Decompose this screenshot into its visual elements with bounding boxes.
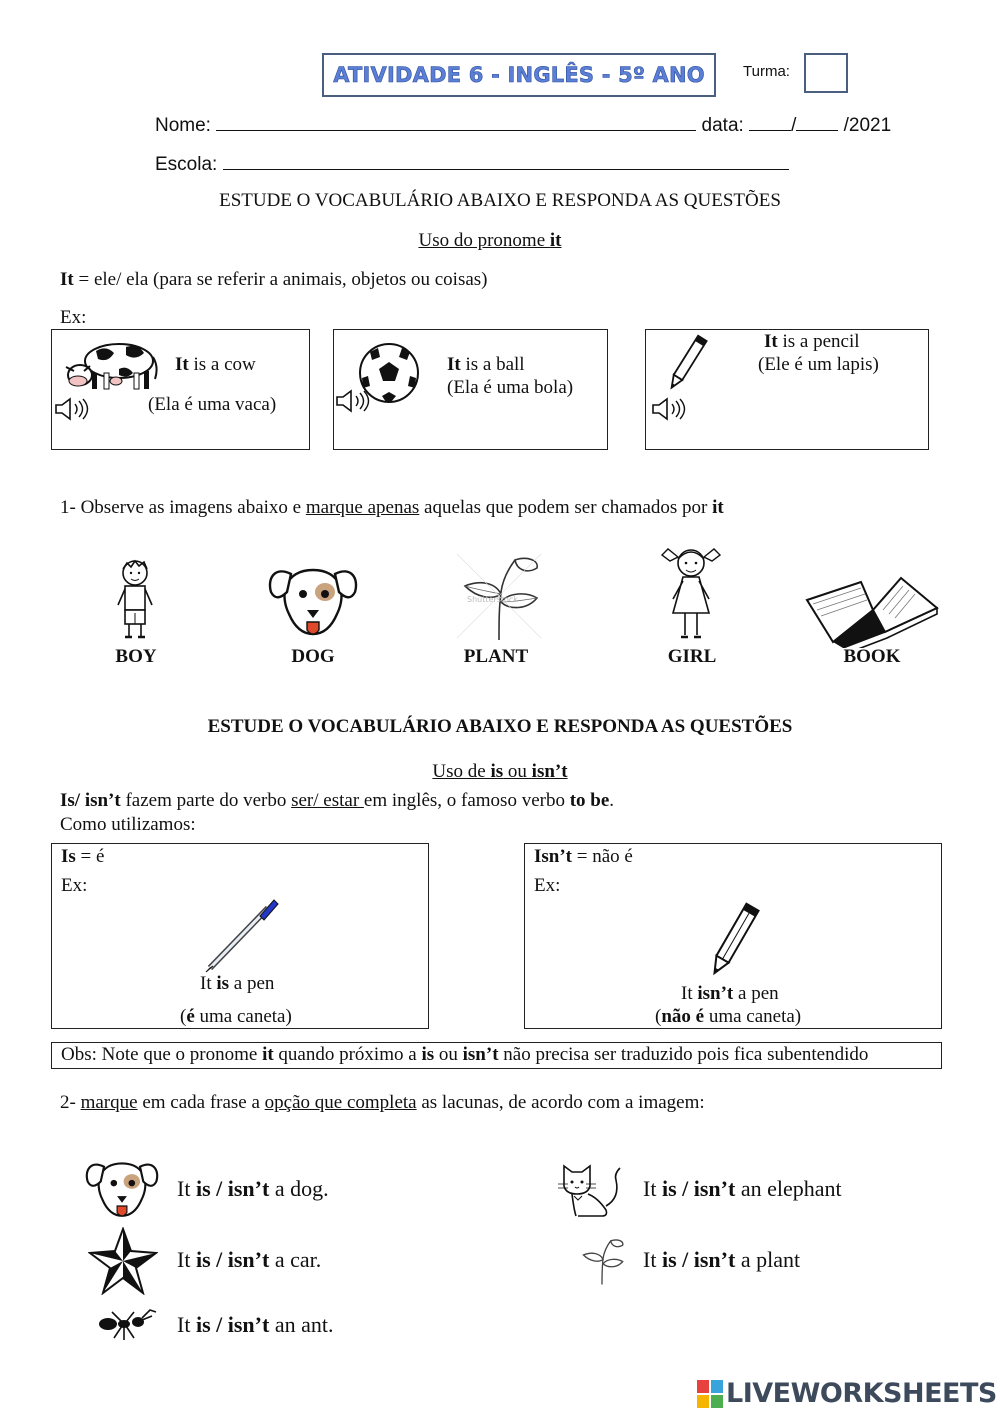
dog-icon [84, 1152, 160, 1224]
q2-dog-pre: It [177, 1176, 196, 1201]
nome-row [155, 114, 891, 137]
isnt-s-c: a pen [733, 983, 779, 1004]
q2-ant-post: an ant. [269, 1312, 334, 1337]
isnt-t-a: ( [655, 1006, 662, 1027]
is-t-a: ( [180, 1006, 187, 1027]
q2-car-pre: It [177, 1247, 196, 1272]
plant-watermark: Shutterstock [467, 595, 518, 604]
turma-label: Turma: [743, 63, 790, 80]
tobe-u: ser/ estar [291, 790, 364, 811]
pencil-sentence [764, 331, 860, 353]
q2-item-elephant [643, 1176, 842, 1202]
q2-plant-options[interactable]: is / isn’t [661, 1247, 736, 1272]
label-dog: DOG [291, 646, 335, 667]
ant-icon [96, 1308, 160, 1342]
ball-text: is a ball [460, 354, 525, 375]
section2-subtitle [0, 761, 1000, 783]
q2-item-dog [177, 1176, 329, 1202]
q2-plant-post: a plant [735, 1247, 801, 1272]
q2-c: as lacunas, de acordo com a imagem: [416, 1092, 705, 1113]
cow-sentence [175, 354, 256, 376]
nome-field[interactable] [216, 114, 696, 131]
is-translation [180, 1006, 292, 1028]
pencil-icon [705, 900, 761, 982]
question1-text [60, 497, 724, 519]
isnt-t-b: não é [661, 1006, 705, 1027]
s2-subtitle-text [432, 761, 567, 782]
tobe-bold2: to be [569, 790, 610, 811]
question2-text [60, 1092, 705, 1114]
q2-ant-options[interactable]: is / isn’t [195, 1312, 270, 1337]
pen-icon [202, 896, 280, 974]
cow-translation: (Ela é uma vaca) [148, 394, 277, 415]
cow-bold: It [175, 354, 189, 375]
speaker-icon[interactable] [651, 396, 687, 422]
section1-subtitle [0, 230, 980, 252]
is-t-c: uma caneta) [194, 1006, 292, 1027]
isnt-definition [534, 846, 633, 868]
definition-bold: It [60, 269, 74, 290]
to-be-line [60, 790, 614, 812]
date-slash: / [791, 115, 797, 136]
example-box-cow [51, 329, 310, 450]
escola-row [155, 153, 789, 176]
q2-item-ant [177, 1312, 333, 1338]
tobe-end: . [609, 790, 615, 811]
tobe-a: fazem parte do verbo [120, 790, 292, 811]
isnt-box [524, 843, 942, 1029]
data-label: data: [701, 115, 744, 136]
obs-g: não precisa ser traduzido pois fica subentendido [498, 1044, 869, 1065]
girl-icon[interactable] [655, 543, 727, 645]
pencil-bold: It [764, 331, 778, 352]
q2-car-post: a car. [269, 1247, 322, 1272]
q2-elephant-options[interactable]: is / isn’t [661, 1176, 736, 1201]
month-field[interactable] [796, 114, 838, 131]
q2-elephant-pre: It [643, 1176, 662, 1201]
cow-icon [64, 333, 159, 393]
book-icon[interactable] [803, 570, 941, 648]
isnt-ex-label: Ex: [534, 875, 561, 896]
pencil-text: is a pencil [777, 331, 860, 352]
turma-field[interactable] [804, 53, 848, 93]
is-definition [61, 846, 104, 868]
isnt-bold: Isn’t [534, 846, 573, 867]
ball-bold: It [447, 354, 461, 375]
label-plant: PLANT [463, 646, 529, 667]
isnt-s-a: It [681, 983, 698, 1004]
q2-a: 2- [60, 1092, 81, 1113]
cat-icon [554, 1158, 626, 1220]
q2-u1: marque [80, 1092, 138, 1113]
cow-text: is a cow [188, 354, 256, 375]
como-utilizamos: Como utilizamos: [60, 814, 196, 835]
isnt-s-b: isn’t [697, 983, 734, 1004]
q2-u2: opção que completa [264, 1092, 417, 1113]
label-book: BOOK [843, 646, 901, 667]
s2-sub-mid: ou [503, 761, 532, 782]
logo-mark [697, 1380, 723, 1408]
q2-b: em cada frase a [137, 1092, 265, 1113]
ex-label: Ex: [60, 307, 87, 328]
speaker-icon[interactable] [54, 396, 90, 422]
isnt-def: = não é [572, 846, 633, 867]
q1-bold: it [712, 497, 724, 518]
liveworksheets-logo[interactable] [697, 1378, 997, 1409]
q2-dog-post: a dog. [269, 1176, 329, 1201]
obs-e: ou [434, 1044, 463, 1065]
star-icon [88, 1227, 158, 1295]
is-box [51, 843, 429, 1029]
tobe-b: em inglês, o famoso verbo [363, 790, 570, 811]
logo-text: LIVEWORKSHEETS [726, 1378, 997, 1409]
q2-plant-pre: It [643, 1247, 662, 1272]
ball-sentence [447, 354, 525, 376]
obs-b: it [262, 1044, 274, 1065]
pencil-translation: (Ele é um lapis) [758, 354, 879, 375]
q2-elephant-post: an elephant [735, 1176, 842, 1201]
subtitle-text [418, 230, 561, 251]
is-def: = é [75, 846, 105, 867]
day-field[interactable] [749, 114, 791, 131]
speaker-icon[interactable] [335, 388, 371, 414]
label-boy: BOY [115, 646, 157, 667]
example-box-ball [333, 329, 608, 450]
q2-dog-options[interactable]: is / isn’t [195, 1176, 270, 1201]
obs-f: isn’t [462, 1044, 499, 1065]
plant-icon [578, 1234, 626, 1288]
definition-rest: = ele/ ela (para se referir a animais, objetos ou coisas) [73, 269, 488, 290]
q2-car-options[interactable]: is / isn’t [195, 1247, 270, 1272]
plant-icon[interactable] [455, 552, 543, 642]
is-bold: Is [61, 846, 76, 867]
q2-ant-pre: It [177, 1312, 196, 1337]
ball-translation: (Ela é uma bola) [447, 377, 574, 398]
isnt-t-c: uma caneta) [704, 1006, 802, 1027]
title-box [322, 53, 716, 97]
s2-sub-prefix: Uso de [432, 761, 491, 782]
obs-d: is [421, 1044, 435, 1065]
nome-label: Nome: [155, 115, 211, 136]
year-label: /2021 [843, 115, 892, 136]
obs-box [51, 1042, 942, 1069]
subtitle-bold: it [549, 230, 562, 251]
escola-field[interactable] [223, 153, 789, 170]
pencil-icon [666, 332, 708, 394]
s2-sub-is: is [490, 761, 504, 782]
page-title: ATIVIDADE 6 - INGLÊS - 5º ANO [333, 63, 705, 87]
q1-middle: aquelas que podem ser chamados por [419, 497, 713, 518]
obs-a: Obs: Note que o pronome [61, 1044, 263, 1065]
isnt-translation [655, 1006, 801, 1028]
boy-icon[interactable] [110, 555, 160, 645]
q1-prefix: 1- Observe as imagens abaixo e [60, 497, 306, 518]
section1-instruction: ESTUDE O VOCABULÁRIO ABAIXO E RESPONDA AS QUESTÕES [219, 190, 781, 211]
isnt-sentence [681, 983, 779, 1005]
is-ex-label: Ex: [61, 875, 88, 896]
label-girl: GIRL [667, 646, 717, 667]
subtitle-prefix: Uso do pronome [418, 230, 550, 251]
q1-underlined: marque apenas [305, 497, 420, 518]
section2-instruction: ESTUDE O VOCABULÁRIO ABAIXO E RESPONDA AS QUESTÕES [207, 716, 793, 737]
obs-c: quando próximo a [273, 1044, 422, 1065]
q2-item-car [177, 1247, 321, 1273]
escola-label: Escola: [155, 154, 218, 175]
example-box-pencil [645, 329, 929, 450]
is-sentence [200, 973, 274, 995]
q2-item-plant [643, 1247, 800, 1273]
dog-icon[interactable] [267, 556, 359, 644]
is-t-b: é [186, 1006, 195, 1027]
is-s-a: It [200, 973, 217, 994]
s2-sub-isnt: isn’t [531, 761, 568, 782]
is-s-c: a pen [229, 973, 275, 994]
is-s-b: is [216, 973, 230, 994]
tobe-bold: Is/ isn’t [60, 790, 121, 811]
it-definition [60, 269, 488, 291]
